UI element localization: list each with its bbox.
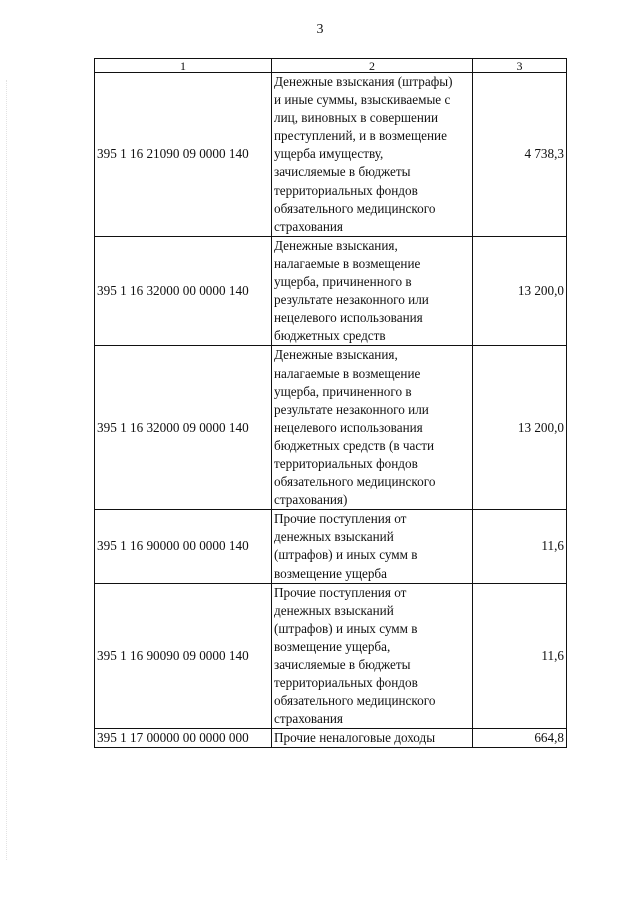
description-cell: [272, 510, 473, 583]
description-line: страхования: [274, 218, 343, 234]
amount-cell: 13 200,0: [473, 346, 567, 510]
header-row: [95, 59, 567, 73]
amount-cell: 13 200,0: [473, 236, 567, 346]
description-line: результате незаконного или: [274, 292, 429, 308]
table-row: [95, 729, 567, 748]
description-line: территориальных фондов: [274, 182, 418, 198]
table-row: [95, 510, 567, 583]
description-line: Денежные взыскания (штрафы): [274, 74, 453, 89]
description-line: Прочие поступления от: [274, 584, 407, 600]
description-cell: [272, 73, 473, 237]
description-line: преступлений, и в возмещение: [274, 128, 447, 144]
description-line: ущерба, причиненного в: [274, 383, 412, 399]
amount-cell: 4 738,3: [473, 73, 567, 237]
description-line: (штрафов) и иных сумм в: [274, 547, 418, 563]
description-line: денежных взысканий: [274, 602, 394, 618]
description-line: результате незаконного или: [274, 401, 429, 417]
description-line: Прочие поступления от: [274, 511, 407, 527]
description-line: (штрафов) и иных сумм в: [274, 620, 418, 636]
description-line: обязательного медицинского: [274, 474, 436, 490]
description-line: денежных взысканий: [274, 529, 394, 545]
table-row: [95, 73, 567, 237]
header-col-2: 2: [272, 59, 473, 73]
table-row: [95, 236, 567, 346]
description-line: лиц, виновных в совершении: [274, 110, 439, 126]
description-cell: [272, 236, 473, 346]
budget-code-cell: 395 1 17 00000 00 0000 000: [95, 729, 272, 748]
amount-cell: 11,6: [473, 510, 567, 583]
description-line: бюджетных средств (в части: [274, 437, 435, 453]
description-line: налагаемые в возмещение: [274, 255, 421, 271]
description-cell: [272, 583, 473, 729]
table-row: [95, 346, 567, 510]
budget-code-cell: 395 1 16 90000 00 0000 140: [95, 510, 272, 583]
description-line: Прочие неналоговые доходы: [274, 730, 436, 746]
description-line: территориальных фондов: [274, 675, 418, 691]
description-line: страхования): [274, 492, 348, 508]
description-cell: [272, 729, 473, 748]
description-line: нецелевого использования: [274, 310, 423, 326]
header-col-3: 3: [473, 59, 567, 73]
table-row: [95, 583, 567, 729]
description-line: нецелевого использования: [274, 419, 423, 435]
description-line: зачисляемые в бюджеты: [274, 657, 411, 672]
description-line: ущерба, причиненного в: [274, 274, 412, 290]
page-number: 3: [316, 22, 324, 37]
description-line: возмещение ущерба,: [274, 638, 391, 654]
revenue-table: [94, 58, 567, 748]
description-line: Денежные взыскания,: [274, 237, 398, 253]
budget-code-cell: 395 1 16 21090 09 0000 140: [95, 73, 272, 237]
description-line: и иные суммы, взыскиваемые с: [274, 92, 451, 108]
description-line: Денежные взыскания,: [274, 347, 398, 363]
description-line: территориальных фондов: [274, 455, 418, 471]
description-line: обязательного медицинского: [274, 693, 436, 709]
description-line: обязательного медицинского: [274, 200, 436, 216]
budget-code-cell: 395 1 16 32000 09 0000 140: [95, 346, 272, 510]
amount-cell: 11,6: [473, 583, 567, 729]
header-col-1: 1: [95, 59, 272, 73]
budget-code-cell: 395 1 16 32000 00 0000 140: [95, 236, 272, 346]
budget-code-cell: 395 1 16 90090 09 0000 140: [95, 583, 272, 729]
description-line: страхования: [274, 711, 343, 727]
scan-margin-dots: [6, 80, 8, 860]
description-line: налагаемые в возмещение: [274, 365, 421, 381]
description-line: возмещение ущерба: [274, 565, 387, 581]
description-line: зачисляемые в бюджеты: [274, 164, 411, 180]
description-line: ущерба имуществу,: [274, 146, 384, 162]
description-cell: [272, 346, 473, 510]
amount-cell: 664,8: [473, 729, 567, 748]
description-line: бюджетных средств: [274, 328, 386, 344]
